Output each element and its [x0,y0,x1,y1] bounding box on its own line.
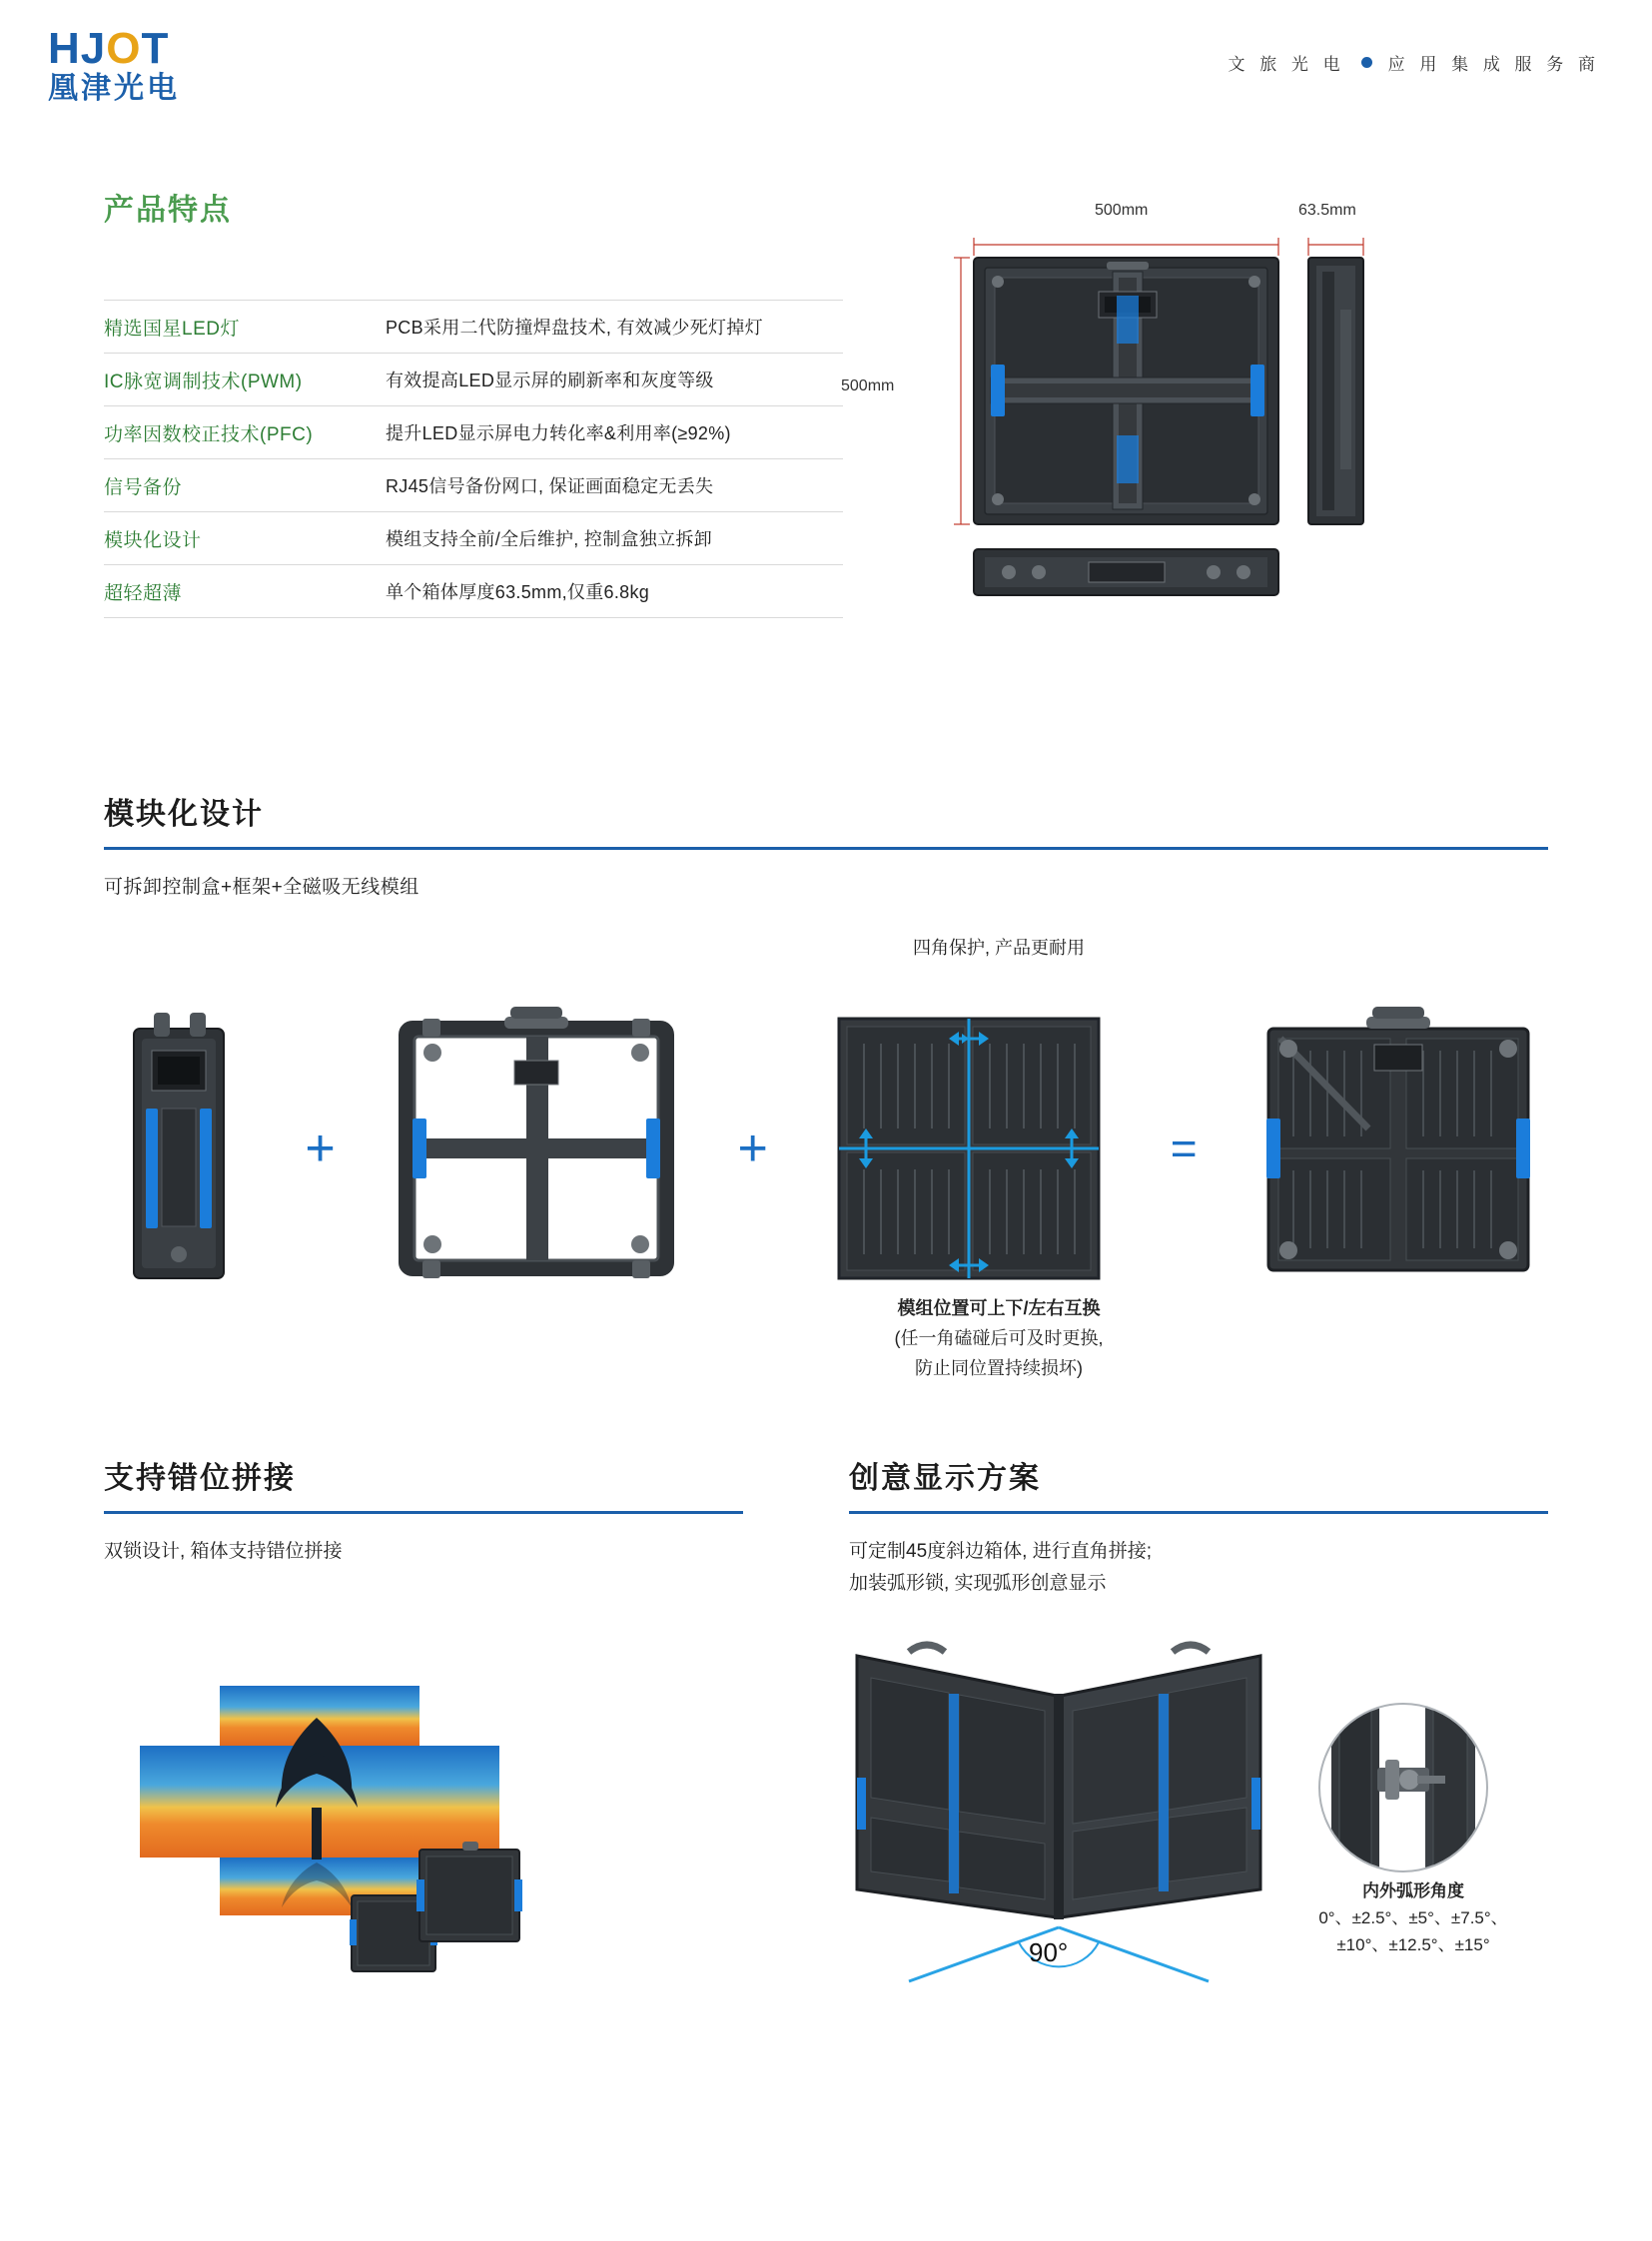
table-row [104,300,843,354]
modular-divider [104,847,1548,850]
dimension-height-label: 500mm [841,377,895,394]
module-swap-caption-line2: (任一角磕碰后可及时更换, [894,1328,1104,1348]
logo-chinese-name: 凰津光电 [48,72,180,105]
creative-section [849,1453,1548,1600]
feature-name: 模块化设计 [104,529,202,551]
tagline-right-text: 应 用 集 成 服 务 商 [1387,55,1600,74]
table-row [104,406,843,459]
creative-divider [849,1511,1548,1514]
dimension-width-label: 500mm [1095,202,1149,219]
feature-name: 精选国星LED灯 [104,318,240,340]
cabinet-dimension-drawing [841,200,1598,699]
creative-subtitle-line1: 可定制45度斜边箱体, 进行直角拼接; [849,1541,1152,1562]
dimension-depth-label: 63.5mm [1298,202,1356,219]
curve-lock-detail [1313,1698,1493,1877]
stagger-section [104,1453,743,1568]
angle-90-label: 90° [1029,1937,1069,1967]
feature-name: 功率因数校正技术(PFC) [104,423,314,445]
creative-title: 创意显示方案 [849,1462,1041,1495]
module-panel-illustration [819,999,1119,1298]
feature-desc: PCB采用二代防撞焊盘技术, 有效减少死灯掉灯 [386,318,763,338]
tagline-dot-icon [1361,57,1372,68]
feature-desc: 有效提高LED显示屏的刷新率和灰度等级 [386,371,714,390]
features-title-wrap [104,185,232,229]
header-tagline [1228,50,1600,75]
features-table [104,300,843,618]
curve-angle-note-title: 内外弧形角度 [1362,1881,1464,1900]
stagger-divider [104,1511,743,1514]
tagline-left-text: 文 旅 光 电 [1228,55,1345,74]
feature-desc: RJ45信号备份网口, 保证画面稳定无丢失 [386,476,714,496]
feature-name: 信号备份 [104,476,183,498]
module-swap-caption [759,1293,1239,1383]
feature-name: IC脉宽调制技术(PWM) [104,371,303,392]
logo-letter-h: HJ [48,24,107,73]
frame-illustration [387,999,686,1298]
cabinet-drawing-svg [899,200,1598,699]
curve-angle-note-line2: ±10°、±12.5°、±15° [1336,1935,1490,1954]
module-swap-caption-line3: 防止同位置持续损坏) [915,1358,1083,1378]
stagger-subtitle: 双锁设计, 箱体支持错位拼接 [104,1541,343,1562]
equals-sign: = [1170,1122,1198,1174]
table-row [104,354,843,406]
feature-name: 超轻超薄 [104,582,183,604]
modular-assembly-row [104,959,1548,1338]
control-box-illustration [104,999,254,1298]
page-header [0,0,1652,120]
module-corner-protection-caption: 四角保护, 产品更耐用 [912,938,1085,958]
stagger-display-svg [130,1658,599,1987]
module-swap-caption-line1: 模组位置可上下/左右互换 [897,1298,1101,1318]
creative-subtitle-line2: 加装弧形锁, 实现弧形创意显示 [849,1573,1107,1594]
curve-angle-note [1278,1877,1548,1958]
table-row [104,512,843,565]
curve-lock-detail-svg [1313,1698,1493,1877]
curve-angle-note-line1: 0°、±2.5°、±5°、±7.5°、 [1318,1908,1508,1927]
modular-section [104,789,1548,899]
assembled-cabinet-illustration [1248,999,1548,1298]
stagger-display-illustration [130,1658,599,1987]
stagger-title: 支持错位拼接 [104,1462,296,1495]
table-row [104,459,843,512]
feature-desc: 模组支持全前/全后维护, 控制盒独立拆卸 [386,529,713,549]
modular-subtitle: 可拆卸控制盒+框架+全磁吸无线模组 [104,877,419,898]
logo-wordmark [48,26,238,72]
plus-sign-1: + [305,1120,336,1177]
logo-letter-o: O [106,24,142,73]
plus-sign-2: + [737,1120,768,1177]
modular-title: 模块化设计 [104,798,264,831]
feature-desc: 单个箱体厚度63.5mm,仅重6.8kg [386,582,650,602]
feature-desc: 提升LED显示屏电力转化率&利用率(≥92%) [386,423,731,443]
logo-letter-t: T [141,24,170,73]
features-title: 产品特点 [104,194,232,227]
company-logo [48,26,238,104]
table-row [104,565,843,618]
